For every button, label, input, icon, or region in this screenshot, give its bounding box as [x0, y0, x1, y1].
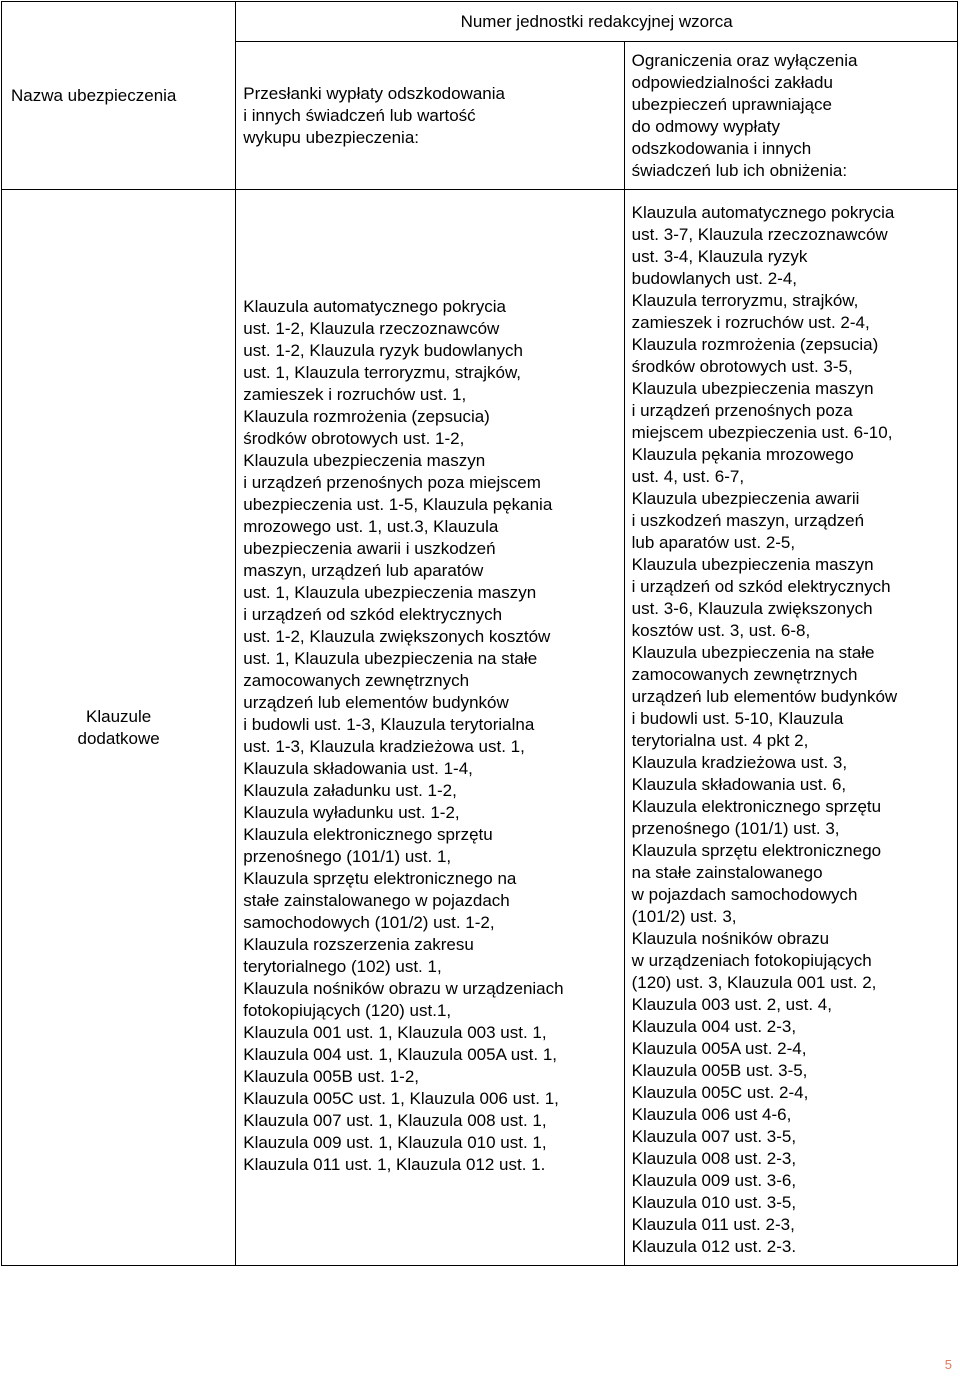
- exclusions-line: ust. 3-6, Klauzula zwiększonych: [631, 599, 873, 618]
- top-header-text: Numer jednostki redakcyjnej wzorca: [460, 11, 733, 31]
- conditions-line: fotokopiujących (120) ust.1,: [243, 1000, 452, 1020]
- conditions-line: i urządzeń przenośnych poza miejscem: [243, 472, 541, 492]
- row-name-line: Klauzule: [86, 706, 152, 726]
- col-header-conditions-line: wykupu ubezpieczenia:: [243, 127, 420, 147]
- exclusions-line: Klauzula 005A ust. 2-4,: [631, 1039, 807, 1058]
- conditions-line: Klauzula 009 ust. 1, Klauzula 010 ust. 1,: [243, 1132, 547, 1152]
- exclusions-line: Klauzula 006 ust 4-6,: [631, 1105, 792, 1124]
- top-header: [236, 2, 958, 42]
- conditions-line: Klauzula rozmrożenia (zepsucia): [243, 406, 490, 426]
- exclusions-line: i uszkodzeń maszyn, urządzeń: [631, 511, 865, 530]
- conditions-line: i urządzeń od szkód elektrycznych: [243, 604, 503, 624]
- conditions-line: Klauzula składowania ust. 1-4,: [243, 758, 473, 778]
- exclusions-line: Klauzula pękania mrozowego: [631, 445, 854, 464]
- conditions-line: środków obrotowych ust. 1-2,: [243, 428, 465, 448]
- conditions-line: Klauzula wyładunku ust. 1-2,: [243, 802, 460, 822]
- col-header-conditions-line: Przesłanki wypłaty odszkodowania: [243, 83, 505, 103]
- exclusions-line: zamieszek i rozruchów ust. 2-4,: [631, 313, 870, 332]
- conditions-line: ubezpieczenia ust. 1-5, Klauzula pękania: [243, 494, 553, 514]
- conditions-line: ust. 1-2, Klauzula rzeczoznawców: [243, 318, 500, 338]
- exclusions-line: Klauzula rozmrożenia (zepsucia): [631, 335, 879, 354]
- conditions-line: samochodowych (101/2) ust. 1-2,: [243, 912, 495, 932]
- exclusions-line: Klauzula ubezpieczenia awarii: [631, 489, 860, 508]
- exclusions-line: Klauzula nośników obrazu: [631, 929, 830, 948]
- col-header-exclusions: [624, 42, 957, 190]
- exclusions-line: Klauzula ubezpieczenia na stałe: [631, 643, 875, 662]
- exclusions-line: w urządzeniach fotokopiujących: [631, 951, 872, 970]
- conditions-cell: [236, 190, 624, 1266]
- col-header-exclusions-line: do odmowy wypłaty: [631, 116, 780, 136]
- conditions-line: maszyn, urządzeń lub aparatów: [243, 560, 484, 580]
- exclusions-line: Klauzula składowania ust. 6,: [631, 775, 847, 794]
- exclusions-line: zamocowanych zewnętrznych: [631, 665, 858, 684]
- conditions-line: ubezpieczenia awarii i uszkodzeń: [243, 538, 496, 558]
- conditions-line: urządzeń lub elementów budynków: [243, 692, 509, 712]
- col-header-exclusions-line: ubezpieczeń uprawniające: [631, 94, 832, 114]
- exclusions-line: terytorialna ust. 4 pkt 2,: [631, 731, 809, 750]
- exclusions-line: Klauzula 009 ust. 3-6,: [631, 1171, 797, 1190]
- exclusions-line: (101/2) ust. 3,: [631, 907, 737, 926]
- exclusions-cell: [624, 190, 957, 1266]
- exclusions-line: Klauzula 007 ust. 3-5,: [631, 1127, 797, 1146]
- col-header-name: [2, 2, 236, 190]
- conditions-line: ust. 1, Klauzula ubezpieczenia maszyn: [243, 582, 537, 602]
- conditions-line: Klauzula nośników obrazu w urządzeniach: [243, 978, 564, 998]
- exclusions-line: ust. 4, ust. 6-7,: [631, 467, 745, 486]
- exclusions-line: ust. 3-7, Klauzula rzeczoznawców: [631, 225, 888, 244]
- exclusions-line: Klauzula ubezpieczenia maszyn: [631, 555, 874, 574]
- conditions-line: Klauzula sprzętu elektronicznego na: [243, 868, 517, 888]
- exclusions-line: Klauzula 005B ust. 3-5,: [631, 1061, 808, 1080]
- col-header-exclusions-line: świadczeń lub ich obniżenia:: [631, 160, 848, 180]
- conditions-line: i budowli ust. 1-3, Klauzula terytorialna: [243, 714, 535, 734]
- conditions-line: Klauzula 005C ust. 1, Klauzula 006 ust. 1,: [243, 1088, 559, 1108]
- conditions-line: zamocowanych zewnętrznych: [243, 670, 470, 690]
- exclusions-line: Klauzula 011 ust. 2-3,: [631, 1215, 795, 1234]
- conditions-line: Klauzula 004 ust. 1, Klauzula 005A ust. 1,: [243, 1044, 558, 1064]
- exclusions-line: w pojazdach samochodowych: [631, 885, 858, 904]
- exclusions-line: miejscem ubezpieczenia ust. 6-10,: [631, 423, 893, 442]
- exclusions-line: (120) ust. 3, Klauzula 001 ust. 2,: [631, 973, 877, 992]
- exclusions-line: i budowli ust. 5-10, Klauzula: [631, 709, 844, 728]
- exclusions-line: Klauzula terroryzmu, strajków,: [631, 291, 859, 310]
- exclusions-line: budowlanych ust. 2-4,: [631, 269, 798, 288]
- conditions-line: Klauzula elektronicznego sprzętu: [243, 824, 493, 844]
- conditions-line: ust. 1, Klauzula terroryzmu, strajków,: [243, 362, 522, 382]
- conditions-line: ust. 1-3, Klauzula kradzieżowa ust. 1,: [243, 736, 525, 756]
- col-header-name-text: Nazwa ubezpieczenia: [11, 85, 177, 105]
- exclusions-line: i urządzeń od szkód elektrycznych: [631, 577, 891, 596]
- col-header-conditions-line: i innych świadczeń lub wartość: [243, 105, 476, 125]
- col-header-exclusions-line: Ograniczenia oraz wyłączenia: [631, 50, 858, 70]
- conditions-line: stałe zainstalowanego w pojazdach: [243, 890, 510, 910]
- exclusions-line: Klauzula 003 ust. 2, ust. 4,: [631, 995, 832, 1014]
- exclusions-line: Klauzula 012 ust. 2-3.: [631, 1237, 797, 1256]
- conditions-line: mrozowego ust. 1, ust.3, Klauzula: [243, 516, 499, 536]
- col-header-exclusions-line: odpowiedzialności zakładu: [631, 72, 833, 92]
- conditions-line: zamieszek i rozruchów ust. 1,: [243, 384, 467, 404]
- page-number: 5: [944, 1357, 952, 1372]
- exclusions-line: Klauzula 004 ust. 2-3,: [631, 1017, 797, 1036]
- exclusions-line: Klauzula elektronicznego sprzętu: [631, 797, 882, 816]
- exclusions-line: środków obrotowych ust. 3-5,: [631, 357, 853, 376]
- conditions-line: przenośnego (101/1) ust. 1,: [243, 846, 452, 866]
- conditions-line: Klauzula 001 ust. 1, Klauzula 003 ust. 1,: [243, 1022, 547, 1042]
- conditions-line: Klauzula 005B ust. 1-2,: [243, 1066, 420, 1086]
- conditions-line: Klauzula automatycznego pokrycia: [243, 296, 506, 316]
- conditions-line: Klauzula załadunku ust. 1-2,: [243, 780, 457, 800]
- exclusions-line: ust. 3-4, Klauzula ryzyk: [631, 247, 808, 266]
- conditions-line: ust. 1-2, Klauzula zwiększonych kosztów: [243, 626, 551, 646]
- exclusions-line: urządzeń lub elementów budynków: [631, 687, 898, 706]
- row-name-cell: [2, 190, 236, 1266]
- conditions-line: terytorialnego (102) ust. 1,: [243, 956, 442, 976]
- exclusions-line: Klauzula kradzieżowa ust. 3,: [631, 753, 848, 772]
- col-header-conditions: [236, 42, 624, 190]
- exclusions-line: Klauzula 010 ust. 3-5,: [631, 1193, 797, 1212]
- exclusions-line: i urządzeń przenośnych poza: [631, 401, 853, 420]
- exclusions-line: Klauzula ubezpieczenia maszyn: [631, 379, 874, 398]
- conditions-line: Klauzula ubezpieczenia maszyn: [243, 450, 486, 470]
- exclusions-line: lub aparatów ust. 2-5,: [631, 533, 796, 552]
- exclusions-line: Klauzula 008 ust. 2-3,: [631, 1149, 797, 1168]
- exclusions-line: Klauzula 005C ust. 2-4,: [631, 1083, 809, 1102]
- conditions-line: Klauzula 011 ust. 1, Klauzula 012 ust. 1.: [243, 1154, 546, 1174]
- exclusions-line: na stałe zainstalowanego: [631, 863, 823, 882]
- conditions-line: Klauzula 007 ust. 1, Klauzula 008 ust. 1,: [243, 1110, 547, 1130]
- row-name-line: dodatkowe: [77, 728, 160, 748]
- exclusions-line: przenośnego (101/1) ust. 3,: [631, 819, 840, 838]
- conditions-line: ust. 1, Klauzula ubezpieczenia na stałe: [243, 648, 538, 668]
- exclusions-line: Klauzula automatycznego pokrycia: [631, 203, 895, 222]
- exclusions-line: kosztów ust. 3, ust. 6-8,: [631, 621, 811, 640]
- col-header-exclusions-line: odszkodowania i innych: [631, 138, 812, 158]
- document-table: [1, 1, 958, 1266]
- exclusions-line: Klauzula sprzętu elektronicznego: [631, 841, 882, 860]
- conditions-line: ust. 1-2, Klauzula ryzyk budowlanych: [243, 340, 523, 360]
- conditions-line: Klauzula rozszerzenia zakresu: [243, 934, 474, 954]
